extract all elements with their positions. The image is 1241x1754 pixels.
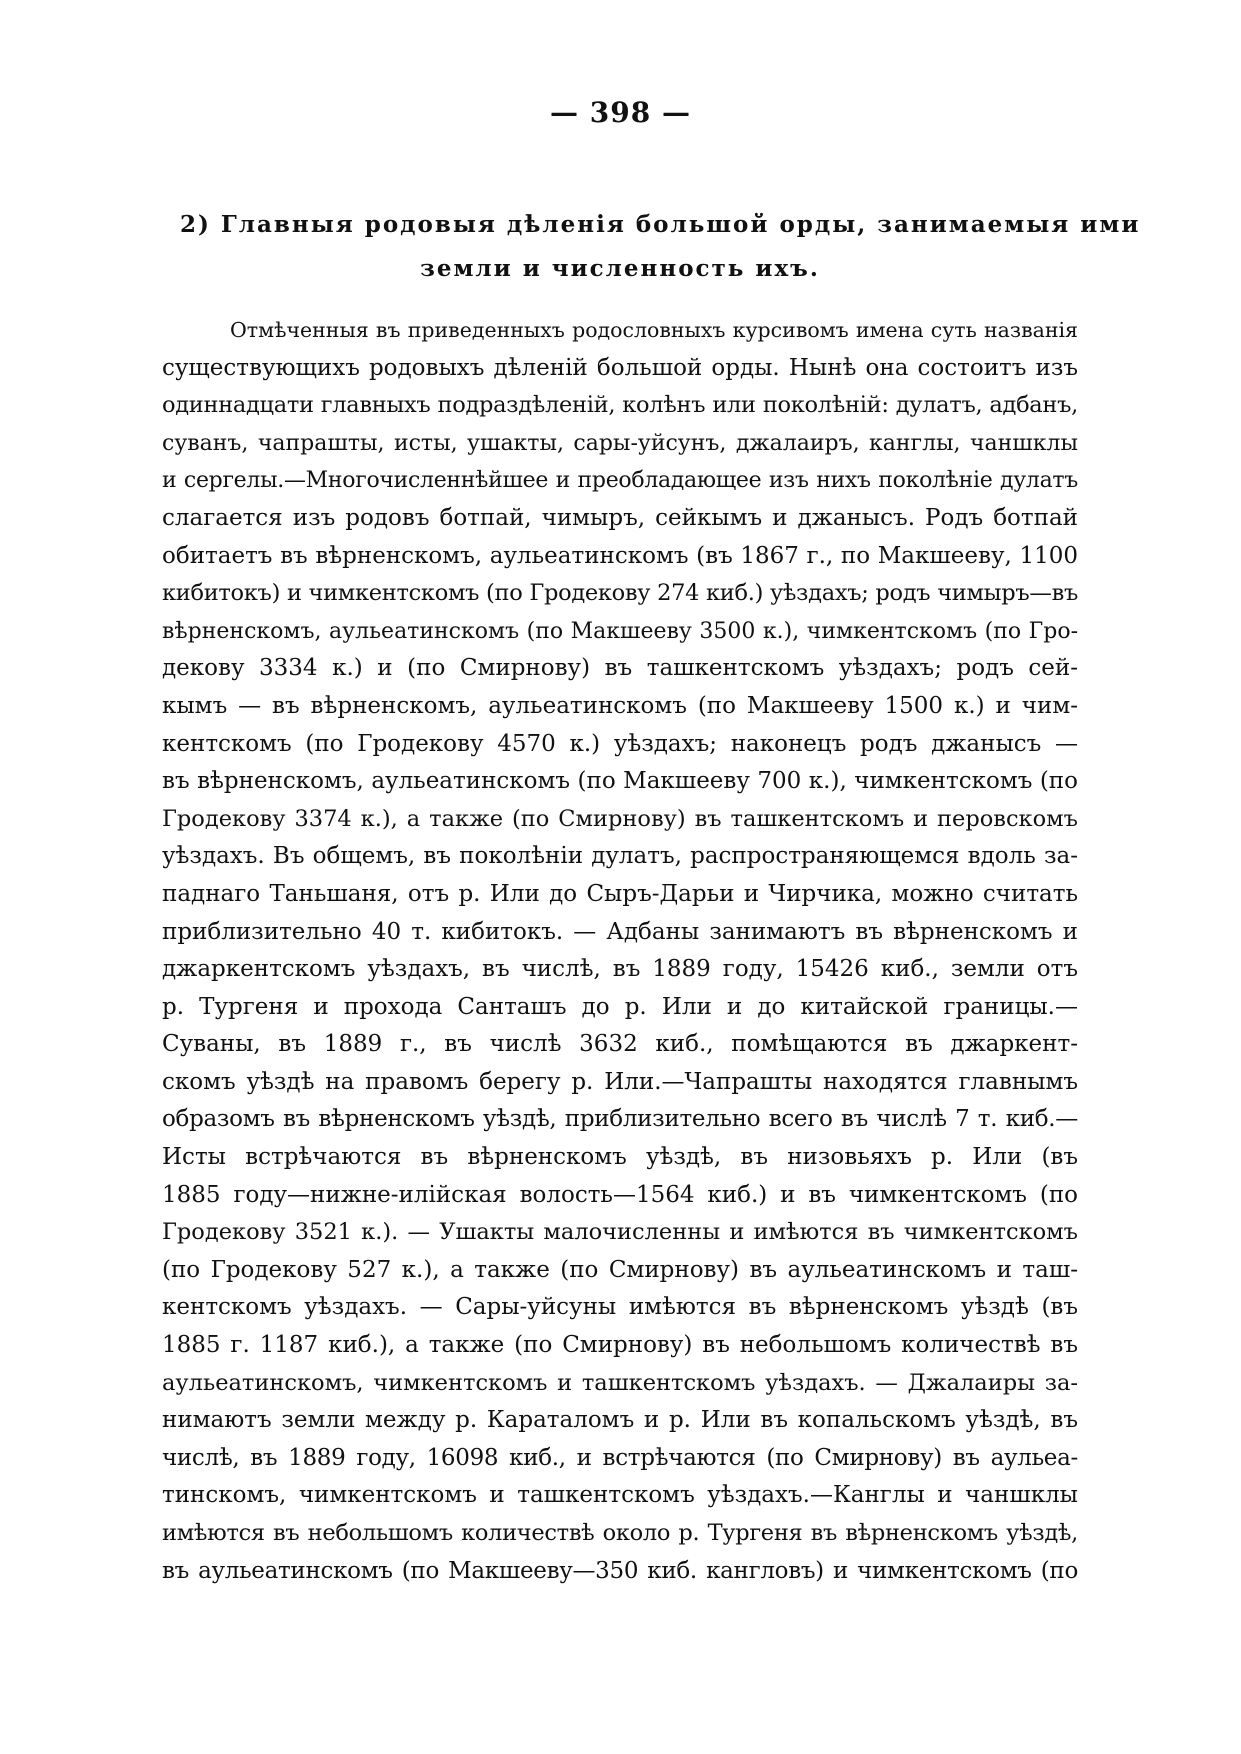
text-line: и сергелы.—Многочисленнѣйшее и преобладающее изъ нихъ поколѣніе дулатъ <box>162 468 1078 494</box>
text-line: вѣрненскомъ, аульеатинскомъ (по Макшееву 3500 к.), чимкентскомъ (по Гро- <box>162 618 1078 644</box>
text-line: скомъ уѣздѣ на правомъ берегу р. Или.—Чапрашты находятся главнымъ <box>162 1068 1078 1095</box>
section-heading <box>180 203 1141 291</box>
page-number: — 398 — <box>550 96 691 129</box>
text-line: 1885 г. 1187 киб.), а также (по Смирнову) въ небольшомъ количествѣ въ <box>162 1332 1078 1359</box>
text-line: въ вѣрненскомъ, аульеатинскомъ (по Макшееву 700 к.), чимкентскомъ (по <box>162 768 1078 795</box>
text-line: р. Тургеня и прохода Санташъ до р. Или и до китайской границы.— <box>162 993 1078 1020</box>
text-line: образомъ въ вѣрненскомъ уѣздѣ, приблизительно всего въ числѣ 7 т. киб.— <box>162 1106 1078 1133</box>
text-line: Исты встрѣчаются въ вѣрненскомъ уѣздѣ, въ низовьяхъ р. Или (въ <box>162 1144 1078 1171</box>
text-line: Суваны, въ 1889 г., въ числѣ 3632 киб., помѣщаются въ джаркент- <box>162 1031 1078 1058</box>
text-line: имѣются въ небольшомъ количествѣ около р. Тургеня въ вѣрненскомъ уѣздѣ, <box>162 1520 1078 1546</box>
text-line: аульеатинскомъ, чимкентскомъ и ташкентскомъ уѣздахъ. — Джалаиры за- <box>162 1369 1078 1396</box>
text-line: приблизительно 40 т. кибитокъ. — Адбаны занимаютъ въ вѣрненскомъ и <box>162 918 1078 945</box>
text-line: одиннадцати главныхъ подраздѣленій, колѣнъ или поколѣній: дулатъ, адбанъ, <box>162 392 1078 419</box>
text-line: кибитокъ) и чимкентскомъ (по Гродекову 274 киб.) уѣздахъ; родъ чимыръ—въ <box>162 580 1078 607</box>
text-line: (по Гродекову 527 к.), а также (по Смирнову) въ аульеатинскомъ и таш- <box>162 1256 1078 1283</box>
text-line: суванъ, чапрашты, исты, ушакты, сары-уйсунъ, джалаиръ, канглы, чаншклы <box>162 430 1078 456</box>
section-heading-line: 2) Главныя родовыя дѣленія большой орды, занимаемыя ими <box>180 211 1141 238</box>
text-line: Отмѣченныя въ приведенныхъ родословныхъ курсивомъ имена суть названія <box>230 318 1078 342</box>
text-line: декову 3334 к.) и (по Смирнову) въ ташкентскомъ уѣздахъ; родъ сей- <box>162 655 1078 682</box>
text-line: нимаютъ земли между р. Караталомъ и р. Или въ копальскомъ уѣздѣ, въ <box>162 1407 1078 1434</box>
text-line: паднаго Таньшаня, отъ р. Или до Сыръ-Дарьи и Чирчика, можно считать <box>162 880 1078 907</box>
text-line: кентскомъ (по Гродекову 4570 к.) уѣздахъ; наконецъ родъ джанысъ — <box>162 730 1078 757</box>
text-line: кымъ — въ вѣрненскомъ, аульеатинскомъ (по Макшееву 1500 к.) и чим- <box>162 692 1078 719</box>
text-line: слагается изъ родовъ ботпай, чимыръ, сейкымъ и джанысъ. Родъ ботпай <box>162 504 1078 531</box>
body-text <box>162 312 1078 1590</box>
text-line: въ аульеатинскомъ (по Макшееву—350 киб. кангловъ) и чимкентскомъ (по <box>162 1557 1078 1584</box>
text-line: 1885 году—нижне-илійская волость—1564 киб.) и въ чимкентскомъ (по <box>162 1181 1078 1208</box>
text-line: числѣ, въ 1889 году, 16098 киб., и встрѣчаются (по Смирнову) въ аульеа- <box>162 1444 1078 1471</box>
text-line: обитаетъ въ вѣрненскомъ, аульеатинскомъ (въ 1867 г., по Макшееву, 1100 <box>162 542 1078 569</box>
text-line: джаркентскомъ уѣздахъ, въ числѣ, въ 1889 году, 15426 киб., земли отъ <box>162 956 1078 983</box>
text-line: уѣздахъ. Въ общемъ, въ поколѣніи дулатъ, распространяющемся вдоль за- <box>162 843 1078 870</box>
text-line: Гродекову 3521 к.). — Ушакты малочисленны и имѣются въ чимкентскомъ <box>162 1219 1078 1246</box>
text-line: Гродекову 3374 к.), а также (по Смирнову) въ ташкентскомъ и перовскомъ <box>162 805 1078 832</box>
section-heading-line: земли и численность ихъ. <box>420 255 820 282</box>
text-line: кентскомъ уѣздахъ. — Сары-уйсуны имѣются въ вѣрненскомъ уѣздѣ (въ <box>162 1294 1078 1321</box>
text-line: существующихъ родовыхъ дѣленій большой орды. Нынѣ она состоитъ изъ <box>162 354 1078 381</box>
text-line: тинскомъ, чимкентскомъ и ташкентскомъ уѣздахъ.—Канглы и чаншклы <box>162 1482 1078 1509</box>
